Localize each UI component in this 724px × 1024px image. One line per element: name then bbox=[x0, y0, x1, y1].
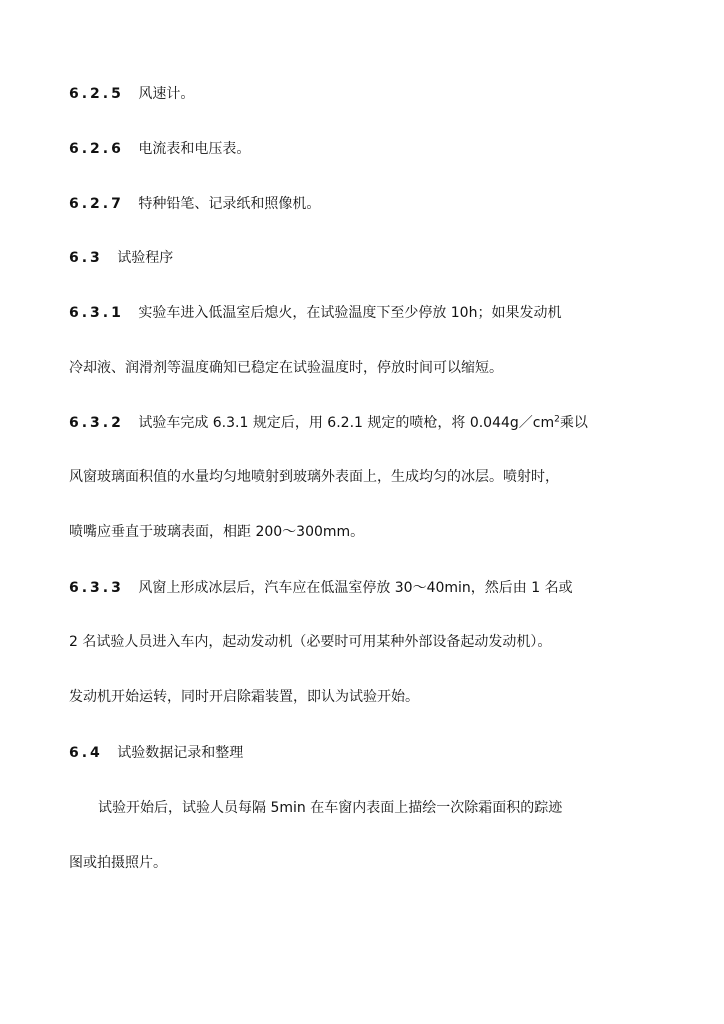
paragraph-line bbox=[69, 467, 704, 487]
paragraph-text: 2 名试验人员进入车内，起动发动机（必要时可用某种外部设备起动发动机）。 bbox=[69, 634, 552, 650]
clause-number: 6.2.5 bbox=[69, 86, 124, 102]
clause-text: 特种铅笔、记录纸和照像机。 bbox=[138, 196, 321, 212]
clause-text: 试验车完成 6.3.1 规定后，用 6.2.1 规定的喷枪，将 0.044g／cm bbox=[138, 415, 555, 431]
paragraph-line bbox=[69, 522, 704, 542]
paragraph-text: 图或拍摄照片。 bbox=[69, 855, 167, 871]
clause-text-tail: 乘以 bbox=[559, 415, 588, 431]
clause-6-2-7 bbox=[69, 194, 704, 214]
paragraph-line bbox=[69, 798, 704, 818]
paragraph-text: 喷嘴应垂直于玻璃表面，相距 200～300mm。 bbox=[69, 524, 365, 540]
section-6-4-heading bbox=[69, 743, 704, 763]
section-title: 试验程序 bbox=[117, 250, 174, 266]
section-number: 6.4 bbox=[69, 745, 103, 761]
clause-text: 实验车进入低温室后熄火，在试验温度下至少停放 10h；如果发动机 bbox=[138, 305, 562, 321]
paragraph-line bbox=[69, 632, 704, 652]
clause-number: 6.3.2 bbox=[69, 415, 124, 431]
clause-number: 6.2.6 bbox=[69, 141, 124, 157]
clause-text: 风速计。 bbox=[138, 86, 195, 102]
clause-6-2-5 bbox=[69, 84, 704, 104]
section-title: 试验数据记录和整理 bbox=[117, 745, 244, 761]
paragraph-text: 冷却液、润滑剂等温度确知已稳定在试验温度时，停放时间可以缩短。 bbox=[69, 360, 503, 376]
paragraph-line bbox=[69, 358, 704, 378]
clause-6-3-3 bbox=[69, 578, 704, 598]
clause-number: 6.2.7 bbox=[69, 196, 124, 212]
section-number: 6.3 bbox=[69, 250, 103, 266]
clause-number: 6.3.1 bbox=[69, 305, 124, 321]
clause-6-2-6 bbox=[69, 139, 704, 159]
paragraph-line bbox=[69, 687, 704, 707]
paragraph-line bbox=[69, 853, 704, 873]
clause-text: 风窗上形成冰层后，汽车应在低温室停放 30～40min，然后由 1 名或 bbox=[138, 580, 573, 596]
paragraph-text: 发动机开始运转，同时开启除霜装置，即认为试验开始。 bbox=[69, 689, 419, 705]
section-6-3-heading bbox=[69, 248, 704, 268]
superscript: 2 bbox=[554, 414, 560, 425]
clause-6-3-1 bbox=[69, 303, 704, 323]
clause-number: 6.3.3 bbox=[69, 580, 124, 596]
clause-text: 电流表和电压表。 bbox=[138, 141, 251, 157]
paragraph-text: 风窗玻璃面积值的水量均匀地喷射到玻璃外表面上，生成均匀的冰层。喷射时， bbox=[69, 469, 559, 485]
clause-6-3-2 bbox=[69, 413, 704, 433]
paragraph-text: 试验开始后，试验人员每隔 5min 在车窗内表面上描绘一次除霜面积的踪迹 bbox=[98, 800, 563, 816]
